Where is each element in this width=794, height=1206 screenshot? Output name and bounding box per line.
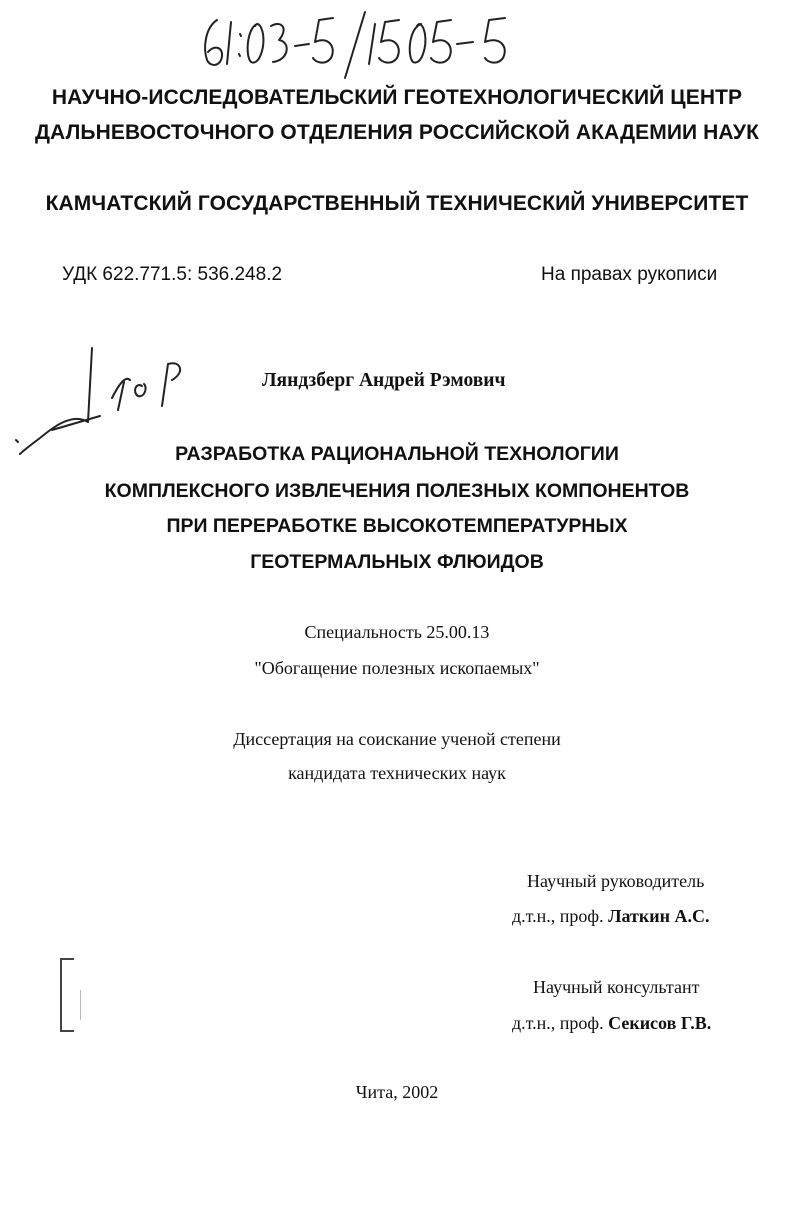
consultant-line [512, 1013, 711, 1034]
library-stamp-bracket [60, 958, 74, 1032]
university-name: КАМЧАТСКИЙ ГОСУДАРСТВЕННЫЙ ТЕХНИЧЕСКИЙ УНИВЕРСИТЕТ [45, 192, 749, 215]
city-year: Чита, 2002 [355, 1082, 439, 1102]
supervisor-name: Латкин А.С. [608, 906, 710, 926]
library-stamp-mark [80, 990, 91, 1020]
consultant-role: Научный консультант [533, 977, 700, 997]
institution-line-2: ДАЛЬНЕВОСТОЧНОГО ОТДЕЛЕНИЯ РОССИЙСКОЙ АКАДЕМИИ НАУК [35, 121, 759, 144]
title-line-1: РАЗРАБОТКА РАЦИОНАЛЬНОЙ ТЕХНОЛОГИИ [175, 443, 619, 465]
dissertation-line-1: Диссертация на соискание ученой степени [233, 729, 561, 749]
specialty-name: "Обогащение полезных ископаемых" [254, 658, 540, 678]
institution-line-1: НАУЧНО-ИССЛЕДОВАТЕЛЬСКИЙ ГЕОТЕХНОЛОГИЧЕСКИЙ ЦЕНТР [51, 86, 743, 109]
udk-code: УДК 622.771.5: 536.248.2 [62, 264, 283, 285]
specialty-code: Специальность 25.00.13 [304, 622, 490, 642]
title-line-3: ПРИ ПЕРЕРАБОТКЕ ВЫСОКОТЕМПЕРАТУРНЫХ [166, 515, 628, 537]
manuscript-rights: На правах рукописи [541, 264, 718, 285]
supervisor-degree: д.т.н., проф. [512, 906, 609, 926]
dissertation-line-2: кандидата технических наук [288, 763, 506, 783]
title-line-2: КОМПЛЕКСНОГО ИЗВЛЕЧЕНИЯ ПОЛЕЗНЫХ КОМПОНЕНТОВ [104, 480, 690, 502]
title-line-4: ГЕОТЕРМАЛЬНЫХ ФЛЮИДОВ [250, 551, 544, 573]
author-name: Ляндзберг Андрей Рэмович [262, 370, 506, 391]
consultant-degree: д.т.н., проф. [512, 1013, 609, 1033]
supervisor-role: Научный руководитель [527, 871, 705, 891]
archive-number-handwriting [195, 8, 535, 83]
supervisor-line [512, 906, 710, 927]
consultant-name: Секисов Г.В. [608, 1013, 712, 1033]
